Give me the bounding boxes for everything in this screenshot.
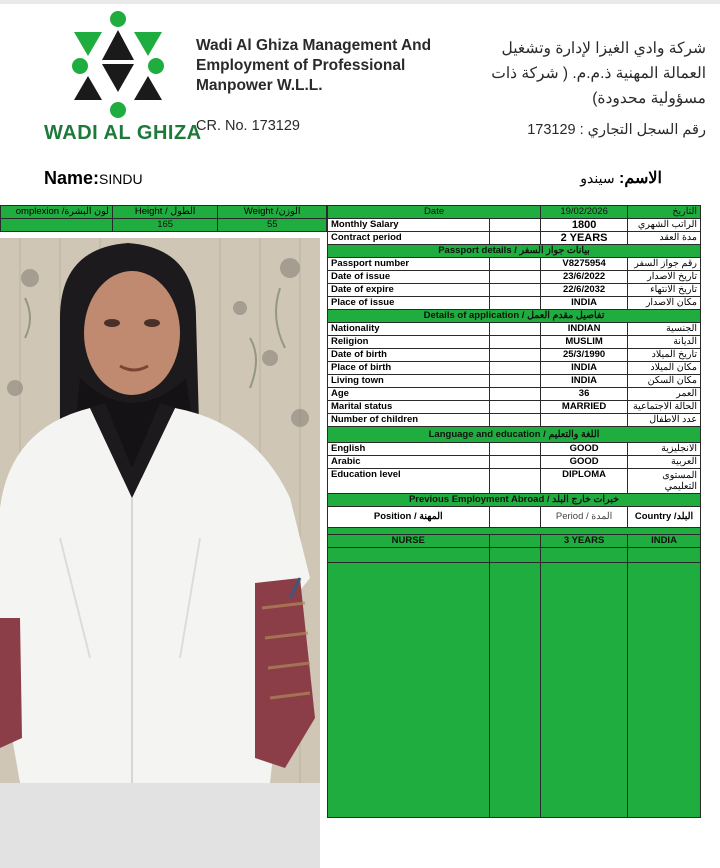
candidate-name-en <box>44 168 143 189</box>
period-label: Contract period <box>328 232 490 245</box>
row-value: V8275954 <box>541 258 628 271</box>
row-label-ar: تاريخ الانتهاء <box>628 284 701 297</box>
row-label: Date of birth <box>328 349 490 362</box>
row-label: Date of issue <box>328 271 490 284</box>
period-value: 2 YEARS <box>541 232 628 245</box>
table-row <box>328 388 701 401</box>
table-row <box>328 443 701 456</box>
position-header: Position / المهنة <box>328 507 490 528</box>
row-label-ar: رقم جواز السفر <box>628 258 701 271</box>
row-value: MARRIED <box>541 401 628 414</box>
language-section-title: Language and education / اللغة والتعليم <box>328 427 701 443</box>
row-value: 22/6/2032 <box>541 284 628 297</box>
table-row <box>328 284 701 297</box>
row-label: Living town <box>328 375 490 388</box>
details-table <box>327 205 701 818</box>
employment-period: 3 YEARS <box>541 535 628 548</box>
row-label: Date of expire <box>328 284 490 297</box>
candidate-name-ar <box>580 168 662 188</box>
row-label-ar: العربية <box>628 456 701 469</box>
date-label-ar: التاريخ <box>628 206 701 219</box>
table-row <box>328 375 701 388</box>
country-header: Country /البلد <box>628 507 701 528</box>
name-label-ar: الاسم: <box>619 170 662 187</box>
row-label: Marital status <box>328 401 490 414</box>
weight-value: 55 <box>218 219 327 232</box>
employment-section-title: Previous Employment Abroad / خبرات خارج البلد <box>328 494 701 507</box>
table-row <box>328 456 701 469</box>
cr-number-en: CR. No. 173129 <box>196 118 300 134</box>
table-row <box>328 401 701 414</box>
name-value-ar: سيندو <box>580 170 615 186</box>
company-logo <box>58 8 178 120</box>
row-value: INDIA <box>541 297 628 310</box>
employment-position: NURSE <box>328 535 490 548</box>
employment-country: INDIA <box>628 535 701 548</box>
passport-section-title: Passport details / بيانات جواز السفر <box>328 245 701 258</box>
row-value: INDIA <box>541 375 628 388</box>
row-label: Place of birth <box>328 362 490 375</box>
row-label-ar: الحالة الاجتماعية <box>628 401 701 414</box>
row-label-ar: تاريخ الميلاد <box>628 349 701 362</box>
row-label-ar: العمر <box>628 388 701 401</box>
complexion-value <box>1 219 113 232</box>
row-label: Arabic <box>328 456 490 469</box>
row-label: Nationality <box>328 323 490 336</box>
row-label: Place of issue <box>328 297 490 310</box>
weight-label: Weight /الوزن <box>218 206 327 219</box>
table-row <box>328 349 701 362</box>
row-value: 36 <box>541 388 628 401</box>
height-label: Height / الطول <box>112 206 218 219</box>
table-row <box>328 323 701 336</box>
period-label-ar: مدة العقد <box>628 232 701 245</box>
brand-name: WADI AL GHIZA <box>44 122 202 144</box>
row-label-ar: مكان السكن <box>628 375 701 388</box>
row-value: INDIAN <box>541 323 628 336</box>
row-value: INDIA <box>541 362 628 375</box>
row-value: GOOD <box>541 456 628 469</box>
salary-value: 1800 <box>541 219 628 232</box>
table-row <box>328 271 701 284</box>
row-label-ar: عدد الاطفال <box>628 414 701 427</box>
top-strip <box>0 0 720 4</box>
candidate-photo <box>0 238 320 783</box>
row-label-ar: الانجليزية <box>628 443 701 456</box>
row-label-ar: تاريخ الاصدار <box>628 271 701 284</box>
name-value-en: SINDU <box>99 171 143 187</box>
row-label-ar: الديانة <box>628 336 701 349</box>
table-row <box>328 469 701 494</box>
row-value: 23/6/2022 <box>541 271 628 284</box>
physical-table <box>0 205 327 232</box>
row-label-ar: مكان الاصدار <box>628 297 701 310</box>
period-spacer <box>489 232 541 245</box>
row-label: Education level <box>328 469 490 494</box>
row-label: Number of children <box>328 414 490 427</box>
empty-area <box>328 563 490 818</box>
date-label: Date <box>328 206 541 219</box>
row-value <box>541 414 628 427</box>
row-label-ar: المستوى التعليمي <box>628 469 701 494</box>
salary-label-ar: الراتب الشهري <box>628 219 701 232</box>
row-label-ar: مكان الميلاد <box>628 362 701 375</box>
table-row <box>328 362 701 375</box>
photo-bottom-area <box>0 783 320 868</box>
company-name-ar: شركة وادي الغيزا لإدارة وتشغيل العمالة المهنية ذ.م.م. ( شركة ذات مسؤولية محدودة) <box>491 40 706 107</box>
date-value: 19/02/2026 <box>541 206 628 219</box>
row-value: 25/3/1990 <box>541 349 628 362</box>
period-header: Period / المدة <box>541 507 628 528</box>
name-label-en: Name: <box>44 168 100 188</box>
row-label: Passport number <box>328 258 490 271</box>
table-row <box>328 535 701 548</box>
application-section-title: Details of application / تفاصيل مقدم العمل <box>328 310 701 323</box>
table-row <box>328 297 701 310</box>
row-label: English <box>328 443 490 456</box>
table-row <box>328 414 701 427</box>
company-name-en: Wadi Al Ghiza Management And Employment of Professional Manpower W.L.L. <box>196 37 432 94</box>
table-row <box>328 258 701 271</box>
cr-number-ar: رقم السجل التجاري : 173129 <box>527 122 706 138</box>
row-label-ar: الجنسية <box>628 323 701 336</box>
row-label: Religion <box>328 336 490 349</box>
height-value: 165 <box>112 219 218 232</box>
table-row <box>328 336 701 349</box>
salary-label: Monthly Salary <box>328 219 490 232</box>
salary-spacer <box>489 219 541 232</box>
row-value: GOOD <box>541 443 628 456</box>
row-label: Age <box>328 388 490 401</box>
complexion-label: omplexion /لون البشرة <box>1 206 113 219</box>
row-value: MUSLIM <box>541 336 628 349</box>
row-value: DIPLOMA <box>541 469 628 494</box>
